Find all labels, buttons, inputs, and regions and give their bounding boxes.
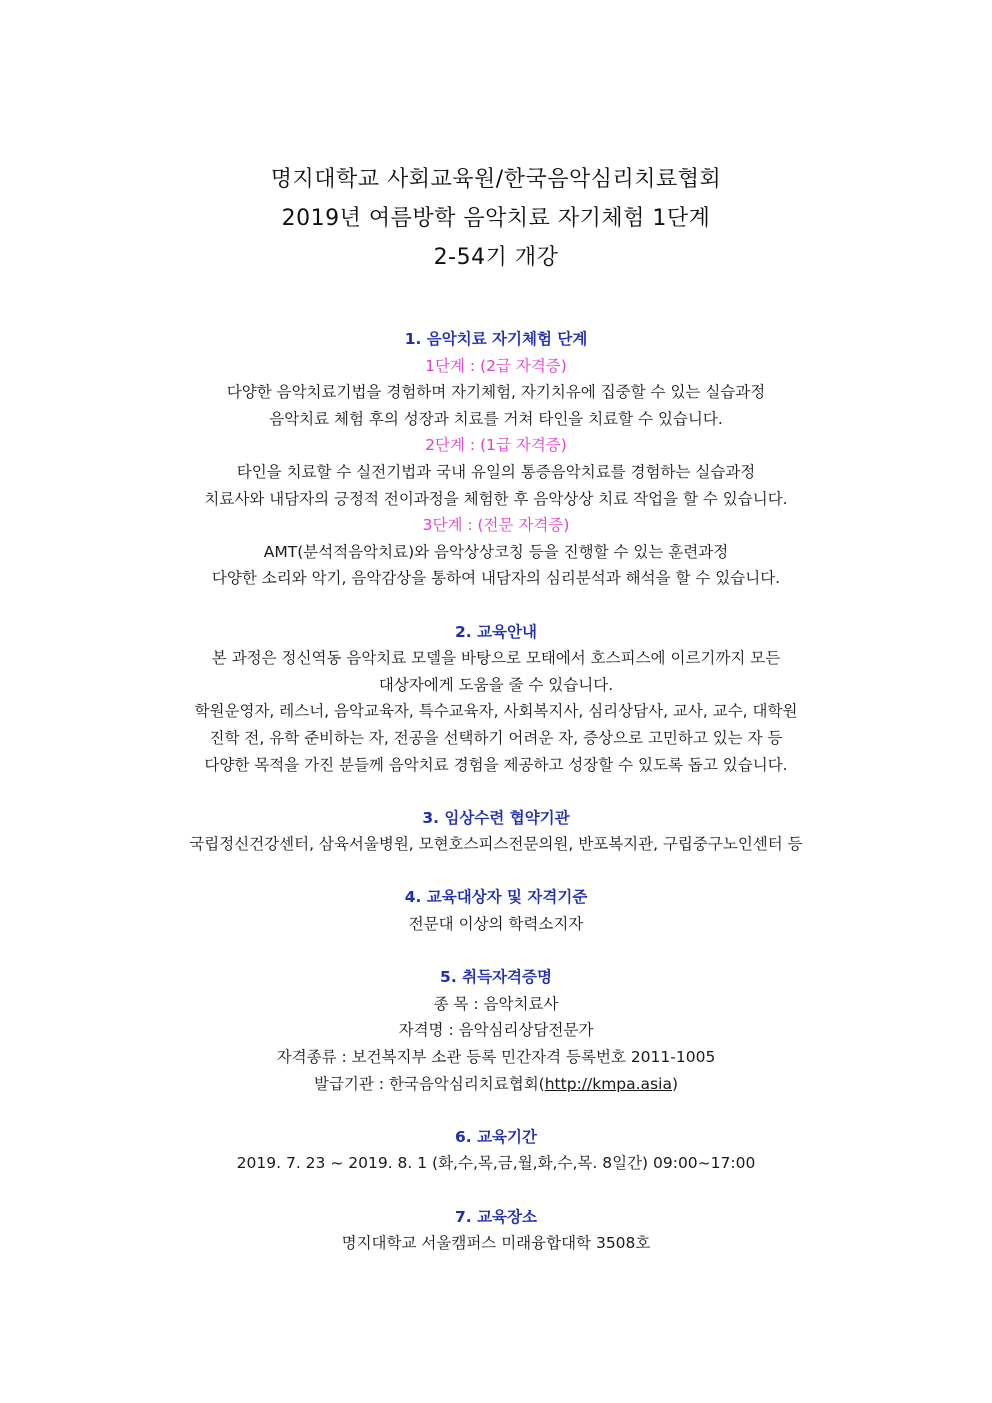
stage-label: 1단계 : (2급 자격증)	[425, 356, 567, 375]
document-title	[0, 160, 992, 277]
issuer-website-link[interactable]: http://kmpa.asia	[544, 1074, 672, 1093]
section-heading: 7. 교육장소	[455, 1207, 537, 1226]
body-line: 진학 전, 유학 준비하는 자, 전공을 선택하기 어려운 자, 증상으로 고민하고 있는 자 등	[209, 728, 783, 747]
title-line-cohort: 2-54기 개강	[433, 245, 559, 270]
section-stages	[0, 326, 992, 592]
body-line: 다양한 음악치료기법을 경험하며 자기체험, 자기치유에 집중할 수 있는 실습과정	[226, 383, 766, 402]
document-body	[0, 326, 992, 1257]
spacer	[0, 858, 992, 885]
body-line: 타인을 치료할 수 실전기법과 국내 유일의 통증음악치료를 경험하는 실습과정	[236, 462, 756, 481]
spacer	[0, 1177, 992, 1204]
spacer	[0, 778, 992, 805]
body-line: 음악치료 체험 후의 성장과 치료를 거쳐 타인을 치료할 수 있습니다.	[269, 409, 723, 428]
body-line: 국립정신건강센터, 삼육서울병원, 모현호스피스전문의원, 반포복지관, 구립중구노인센터 등	[189, 835, 803, 854]
issuer-suffix: )	[671, 1074, 678, 1093]
section-location	[0, 1204, 992, 1257]
section-certification	[0, 964, 992, 1097]
body-line: 학원운영자, 레스너, 음악교육자, 특수교육자, 사회복지사, 심리상담사, 교사, 교수, 대학원	[194, 702, 798, 721]
body-line: 치료사와 내담자의 긍정적 전이과정을 체험한 후 음악상상 치료 작업을 할 수 있습니다.	[204, 489, 788, 508]
issuer-line	[0, 1071, 992, 1098]
section-partner-institutions	[0, 805, 992, 858]
stage-label: 3단계 : (전문 자격증)	[422, 516, 570, 535]
section-education-info	[0, 619, 992, 779]
section-period	[0, 1124, 992, 1177]
spacer	[0, 592, 992, 619]
section-heading: 3. 임상수련 협약기관	[422, 808, 570, 827]
body-line: 자격종류 : 보건복지부 소관 등록 민간자격 등록번호 2011-1005	[276, 1048, 716, 1067]
body-line: 명지대학교 서울캠퍼스 미래융합대학 3508호	[341, 1234, 651, 1253]
section-heading: 5. 취득자격증명	[440, 968, 552, 987]
title-line-organizations: 명지대학교 사회교육원/한국음악심리치료협회	[270, 167, 722, 192]
body-line: 다양한 목적을 가진 분들께 음악치료 경험을 제공하고 성장할 수 있도록 돕고 있습니다.	[204, 755, 788, 774]
spacer	[0, 1097, 992, 1124]
body-line: 본 과정은 정신역동 음악치료 모델을 바탕으로 모태에서 호스피스에 이르기까지 모든	[211, 649, 781, 668]
body-line: 종 목 : 음악치료사	[433, 994, 559, 1013]
body-line: AMT(분석적음악치료)와 음악상상코칭 등을 진행할 수 있는 훈련과정	[263, 542, 729, 561]
section-heading: 1. 음악치료 자기체험 단계	[404, 330, 588, 348]
title-line-program: 2019년 여름방학 음악치료 자기체험 1단계	[281, 206, 711, 231]
section-heading: 4. 교육대상자 및 자격기준	[404, 888, 588, 907]
body-line: 전문대 이상의 학력소지자	[408, 915, 584, 934]
stage-label: 2단계 : (1급 자격증)	[425, 436, 567, 455]
issuer-prefix: 발급기관 : 한국음악심리치료협회(	[313, 1074, 545, 1093]
body-line: 자격명 : 음악심리상담전문가	[398, 1021, 594, 1040]
section-heading: 2. 교육안내	[455, 622, 537, 641]
body-line: 대상자에게 도움을 줄 수 있습니다.	[378, 675, 614, 694]
section-heading: 6. 교육기간	[455, 1127, 537, 1146]
body-line: 2019. 7. 23 ~ 2019. 8. 1 (화,수,목,금,월,화,수,목. 8일간) 09:00~17:00	[236, 1154, 756, 1173]
body-line: 다양한 소리와 악기, 음악감상을 통하여 내담자의 심리분석과 해석을 할 수 있습니다.	[211, 569, 781, 588]
section-eligibility	[0, 884, 992, 937]
spacer	[0, 938, 992, 965]
